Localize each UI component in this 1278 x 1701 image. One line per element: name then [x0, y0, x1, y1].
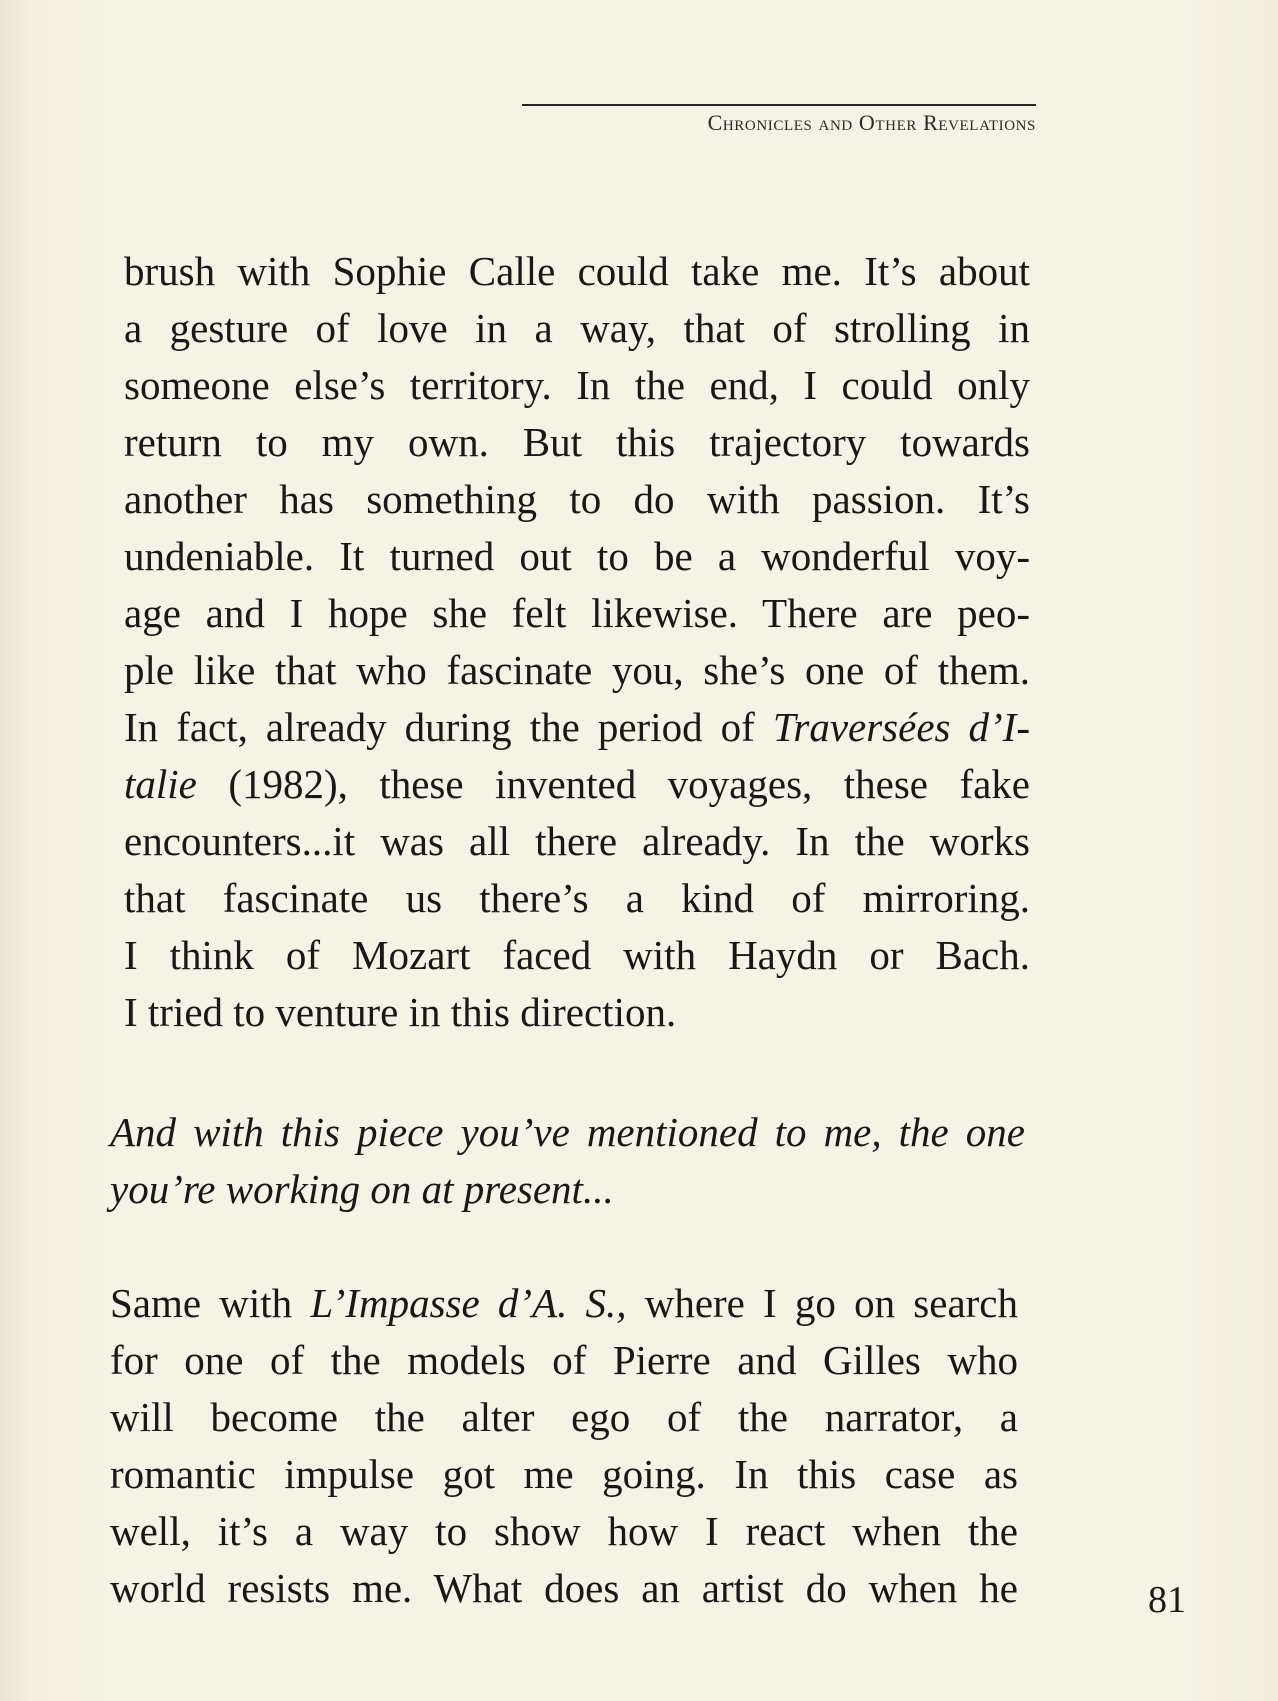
paragraph-2	[110, 1275, 1018, 1617]
text-line: I think of Mozart faced with Haydn or Bach.	[124, 932, 1030, 978]
text-segment: In fact, already during the period of	[124, 704, 773, 750]
text-line: romantic impulse got me going. In this case as	[110, 1451, 1018, 1497]
text-segment: where I go on search	[626, 1280, 1018, 1326]
text-segment: (1982), these invented voyages, these fake	[196, 761, 1030, 807]
text-line: age and I hope she felt likewise. There are peo-	[124, 590, 1030, 636]
text-line: someone else’s territory. In the end, I could only	[124, 362, 1030, 408]
text-line: return to my own. But this trajectory towards	[124, 419, 1030, 465]
text-line: for one of the models of Pierre and Gilles who	[110, 1337, 1018, 1383]
interview-question	[110, 1104, 1025, 1218]
text-line: that fascinate us there’s a kind of mirroring.	[124, 875, 1030, 921]
text-line: undeniable. It turned out to be a wonderful voy-	[124, 533, 1030, 579]
paragraph-1	[124, 243, 1030, 1041]
text-line: a gesture of love in a way, that of strolling in	[124, 305, 1030, 351]
text-line	[110, 1275, 1018, 1332]
italic-title: talie	[124, 761, 197, 807]
text-line: brush with Sophie Calle could take me. It’s about	[124, 248, 1030, 294]
text-line	[124, 756, 1030, 813]
text-line: world resists me. What does an artist do when he	[110, 1565, 1018, 1611]
running-head: Chronicles and Other Revelations	[522, 104, 1036, 136]
text-line	[124, 699, 1030, 756]
text-line: well, it’s a way to show how I react when the	[110, 1508, 1018, 1554]
italic-title: Traversées d’I-	[772, 704, 1030, 750]
italic-title: L’Impasse d’A. S.,	[310, 1280, 627, 1326]
text-line: ple like that who fascinate you, she’s one of them.	[124, 647, 1030, 693]
text-segment: Same with	[110, 1280, 311, 1326]
text-line: another has something to do with passion. It’s	[124, 476, 1030, 522]
text-line: encounters...it was all there already. In the works	[124, 818, 1030, 864]
question-line: And with this piece you’ve mentioned to me, the one	[110, 1109, 1025, 1155]
text-line: I tried to venture in this direction.	[124, 989, 677, 1035]
text-line: will become the alter ego of the narrator, a	[110, 1394, 1018, 1440]
page-number: 81	[1148, 1579, 1186, 1621]
question-line: you’re working on at present...	[110, 1166, 614, 1212]
